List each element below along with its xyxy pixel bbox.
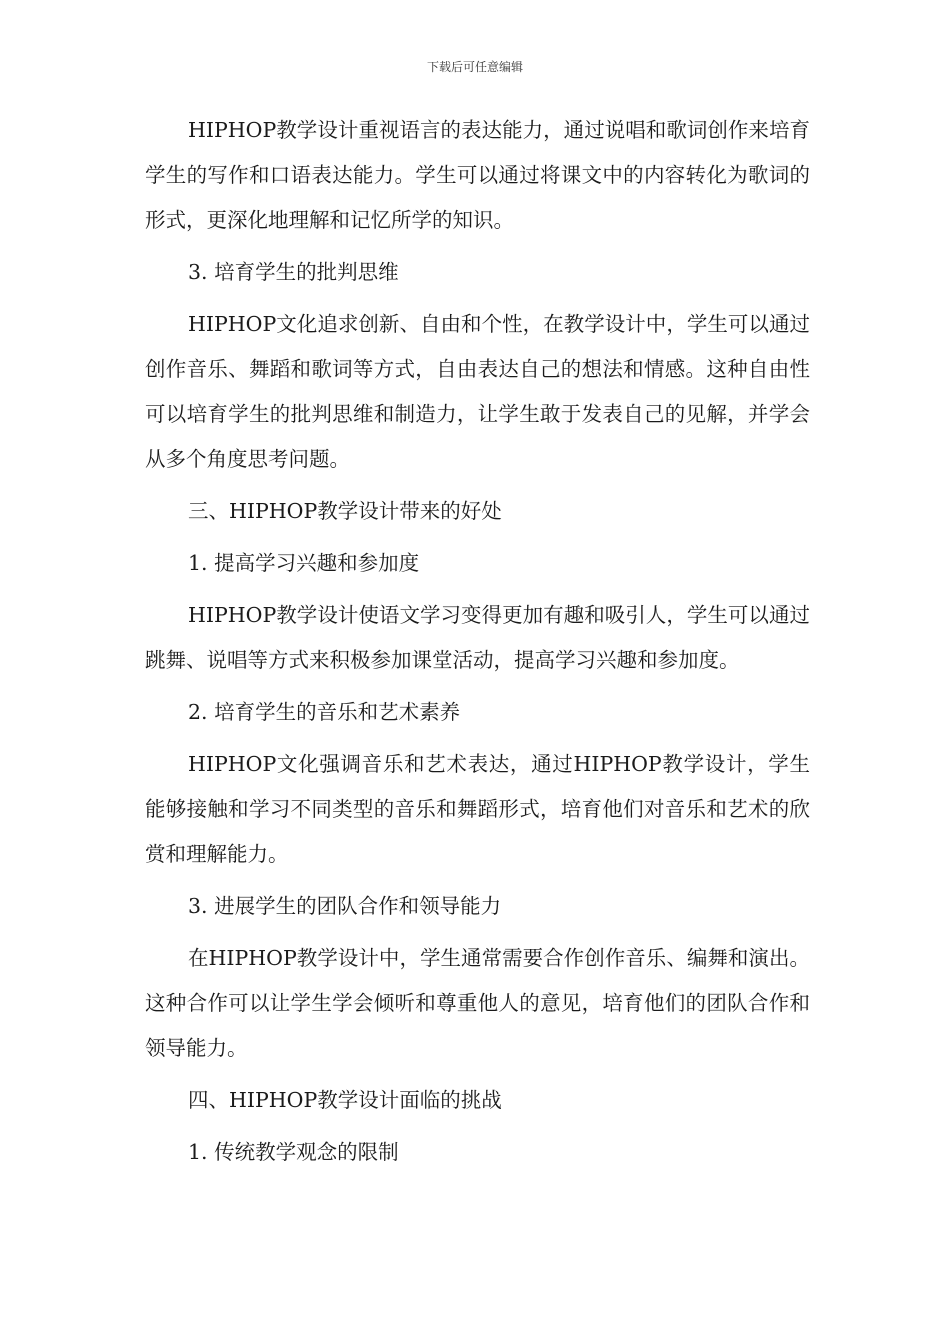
heading-traditional-limits: 1. 传统教学观念的限制 (188, 1140, 399, 1164)
section-heading-benefits: 三、HIPHOP教学设计带来的好处 (188, 499, 502, 523)
paragraph-1: HIPHOP教学设计重视语言的表达能力，通过说唱和歌词创作来培育学生的写作和口语表达能力。学生可以通过将课文中的内容转化为歌词的形式，更深化地理解和记忆所学的知识。 (145, 118, 810, 232)
heading-music-art: 2. 培育学生的音乐和艺术素养 (188, 700, 461, 724)
paragraph-4: HIPHOP文化强调音乐和艺术表达，通过HIPHOP教学设计，学生能够接触和学习不同类型的音乐和舞蹈形式，培育他们对音乐和艺术的欣赏和理解能力。 (145, 752, 810, 866)
paragraph-5: 在HIPHOP教学设计中，学生通常需要合作创作音乐、编舞和演出。这种合作可以让学生学会倾听和尊重他人的意见，培育他们的团队合作和领导能力。 (145, 946, 810, 1060)
paragraph-3: HIPHOP教学设计使语文学习变得更加有趣和吸引人，学生可以通过跳舞、说唱等方式来积极参加课堂活动，提高学习兴趣和参加度。 (145, 603, 810, 672)
paragraph-2: HIPHOP文化追求创新、自由和个性，在教学设计中，学生可以通过创作音乐、舞蹈和歌词等方式，自由表达自己的想法和情感。这种自由性可以培育学生的批判思维和制造力，让学生敢于发表自己的见解，并学会从多个角度思考问题。 (145, 312, 810, 471)
header-note: 下载后可任意编辑 (426, 60, 523, 74)
heading-critical-thinking: 3. 培育学生的批判思维 (188, 260, 399, 284)
heading-interest: 1. 提高学习兴趣和参加度 (188, 551, 420, 575)
heading-teamwork: 3. 进展学生的团队合作和领导能力 (188, 894, 502, 918)
document-body (145, 108, 810, 1182)
section-heading-challenges: 四、HIPHOP教学设计面临的挑战 (188, 1088, 502, 1112)
